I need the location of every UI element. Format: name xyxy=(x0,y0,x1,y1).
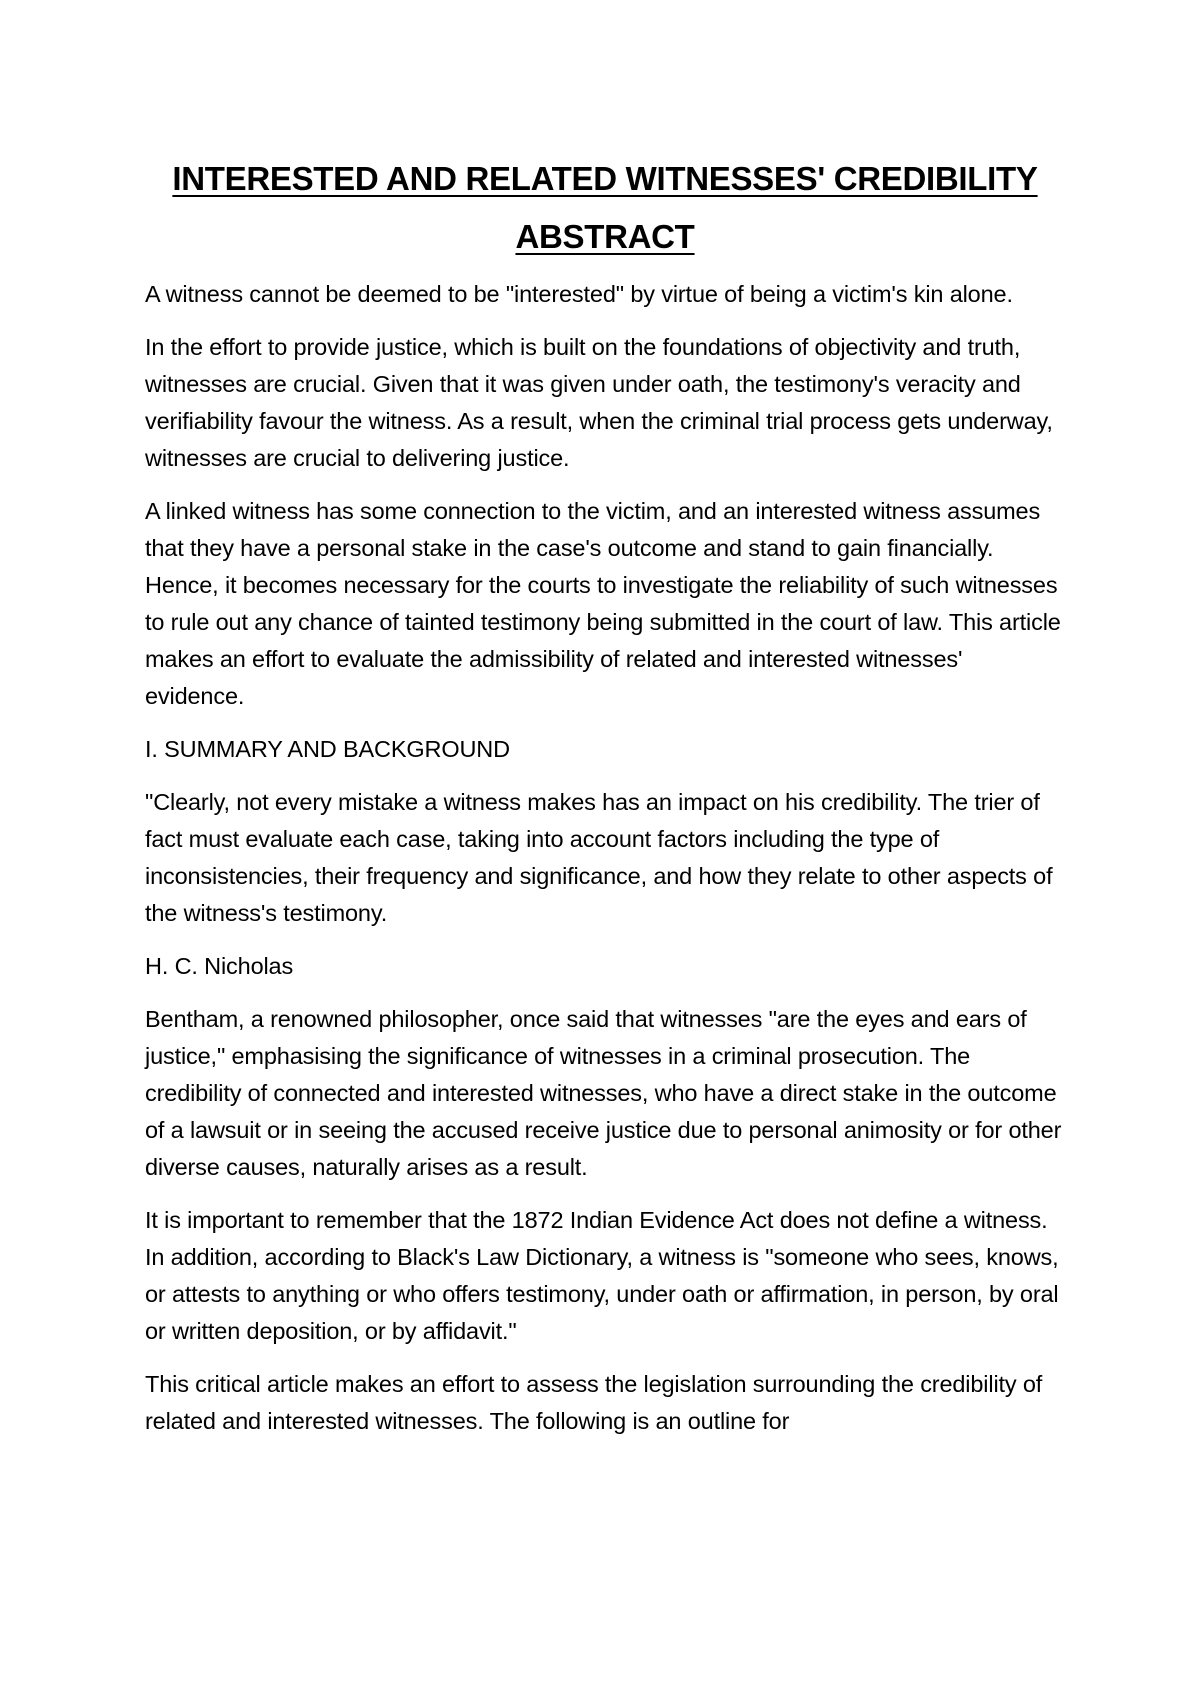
paragraph-evidence-act: It is important to remember that the 1872 Indian Evidence Act does not define a witness. In addition, according to Black's Law Dictionary, a witness is "someone who sees, knows, or attests to anything or who offers testimony, under oath or affirmation, in person, by oral or written deposition, or by affidavit." xyxy=(145,1207,1059,1344)
document-body xyxy=(145,150,1065,1456)
document-title: INTERESTED AND RELATED WITNESSES' CREDIBILITY xyxy=(172,160,1038,197)
paragraph-justice-witnesses: In the effort to provide justice, which is built on the foundations of objectivity and truth, witnesses are crucial. Given that it was given under oath, the testimony's veracity and verifiability favour the witness. As a result, when the criminal trial process gets underway, witnesses are crucial to delivering justice. xyxy=(145,334,1053,471)
paragraph-quote: "Clearly, not every mistake a witness makes has an impact on his credibility. The trier of fact must evaluate each case, taking into account factors including the type of inconsistencies, their frequency and significance, and how they relate to other aspects of the witness's testimony. xyxy=(145,789,1053,926)
abstract-heading: ABSTRACT xyxy=(515,218,695,255)
quote-attribution: H. C. Nicholas xyxy=(145,953,294,979)
paragraph-bentham: Bentham, a renowned philosopher, once said that witnesses "are the eyes and ears of justice," emphasising the significance of witnesses in a criminal prosecution. The credibility of connected and interested witnesses, who have a direct stake in the outcome of a lawsuit or in seeing the accused receive justice due to personal animosity or for other diverse causes, naturally arises as a result. xyxy=(145,1006,1062,1180)
paragraph-linked-witness: A linked witness has some connection to the victim, and an interested witness assumes that they have a personal stake in the case's outcome and stand to gain financially. Hence, it becomes necessary for the courts to investigate the reliability of such witnesses to rule out any chance of tainted testimony being submitted in the court of law. This article makes an effort to evaluate the admissibility of related and interested witnesses' evidence. xyxy=(145,498,1061,709)
section-heading-summary: I. SUMMARY AND BACKGROUND xyxy=(145,736,510,762)
paragraph-outline: This critical article makes an effort to assess the legislation surrounding the credibility of related and interested witnesses. The following is an outline for xyxy=(145,1371,1043,1434)
paragraph-kin-witness: A witness cannot be deemed to be "interested" by virtue of being a victim's kin alone. xyxy=(145,281,1013,307)
